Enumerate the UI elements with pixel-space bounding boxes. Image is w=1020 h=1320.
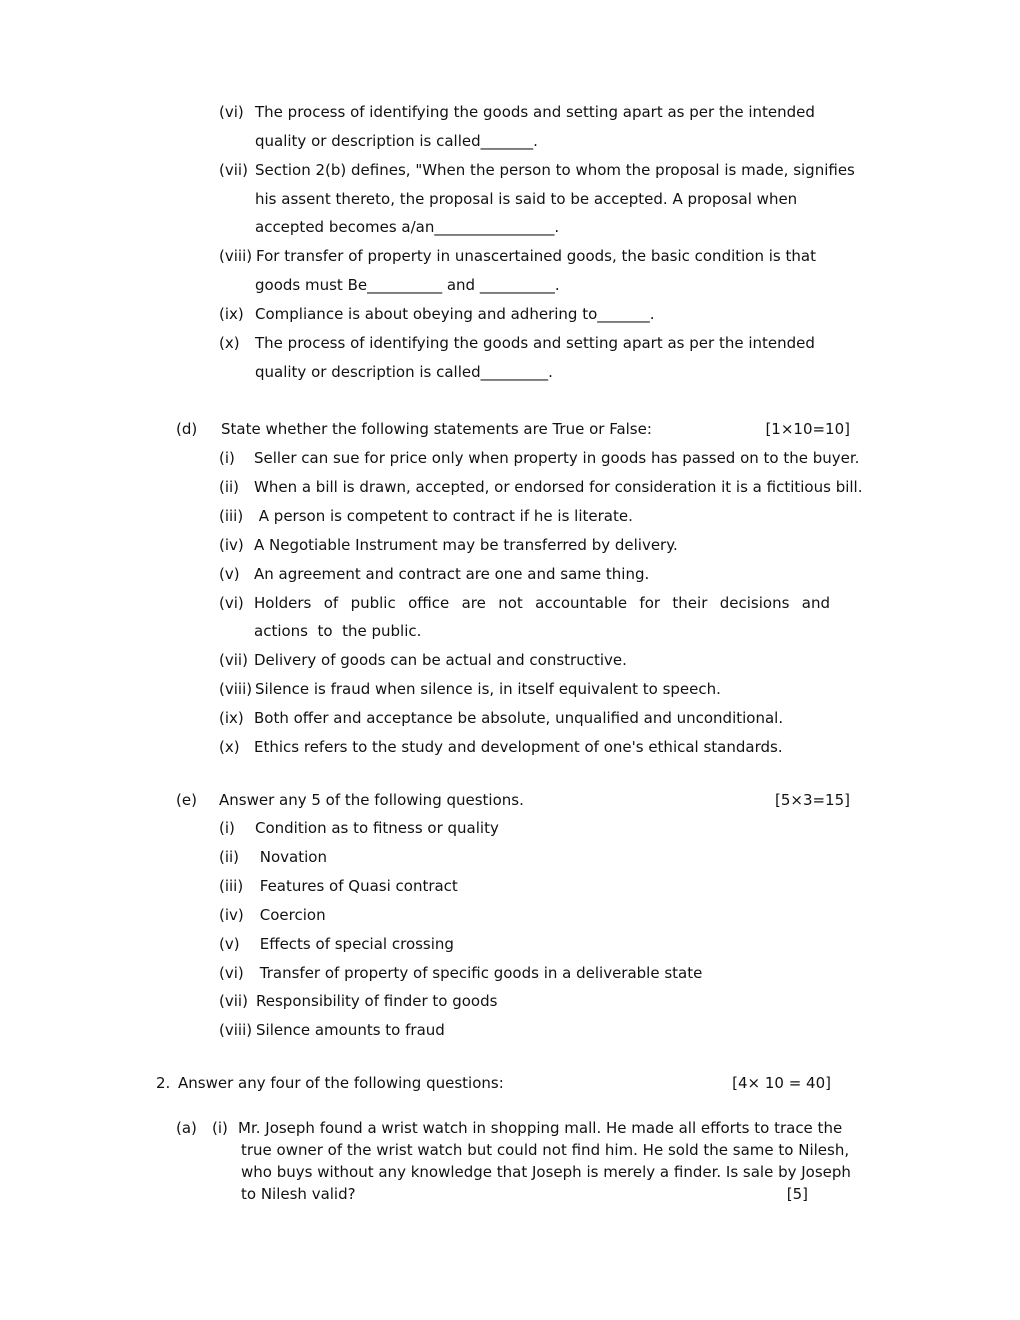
item-text: The process of identifying the goods and setting apart as per the intended bbox=[255, 103, 815, 121]
item-text: An agreement and contract are one and same thing. bbox=[254, 565, 650, 583]
item-number: (ix) bbox=[219, 709, 244, 727]
item-text: Section 2(b) defines, "When the person to whom the proposal is made, signifies bbox=[255, 161, 855, 179]
item-text: For transfer of property in unascertained goods, the basic condition is that bbox=[256, 247, 816, 265]
item-number: (iii) bbox=[219, 877, 244, 895]
item-text: A Negotiable Instrument may be transferred by delivery. bbox=[254, 536, 678, 554]
item-text: When a bill is drawn, accepted, or endorsed for consideration it is a fictitious bill. bbox=[254, 478, 863, 496]
item-number: (iii) bbox=[219, 507, 244, 525]
item-text: Novation bbox=[255, 848, 327, 866]
item-number: (ii) bbox=[219, 478, 240, 496]
item-number: (x) bbox=[219, 334, 240, 352]
question-number: 2. bbox=[156, 1074, 171, 1092]
item-number: (iv) bbox=[219, 536, 244, 554]
item-text: Silence is fraud when silence is, in itself equivalent to speech. bbox=[255, 680, 721, 698]
section-heading: Answer any 5 of the following questions. bbox=[219, 791, 524, 809]
section-marks: [1×10=10] bbox=[765, 420, 850, 438]
item-text: quality or description is called_______. bbox=[255, 132, 538, 150]
item-text: Delivery of goods can be actual and constructive. bbox=[254, 651, 627, 669]
question-heading: Answer any four of the following questions: bbox=[178, 1074, 504, 1092]
item-text: quality or description is called_________. bbox=[255, 363, 553, 381]
item-number: (i) bbox=[219, 819, 235, 837]
item-text: Features of Quasi contract bbox=[255, 877, 458, 895]
section-label: (d) bbox=[176, 420, 198, 438]
item-number: (vii) bbox=[219, 651, 248, 669]
item-number: (ix) bbox=[219, 305, 244, 323]
item-number: (v) bbox=[219, 935, 240, 953]
item-number: (ii) bbox=[219, 848, 240, 866]
subquestion-text: to Nilesh valid? bbox=[241, 1185, 356, 1203]
item-number: (vii) bbox=[219, 992, 248, 1010]
item-text: Effects of special crossing bbox=[255, 935, 454, 953]
item-text: Both offer and acceptance be absolute, unqualified and unconditional. bbox=[254, 709, 784, 727]
section-heading: State whether the following statements are True or False: bbox=[221, 420, 652, 438]
question-marks: [4× 10 = 40] bbox=[732, 1074, 831, 1092]
item-number: (viii) bbox=[219, 1021, 253, 1039]
item-text: Seller can sue for price only when property in goods has passed on to the buyer. bbox=[254, 449, 860, 467]
item-text: Silence amounts to fraud bbox=[256, 1021, 445, 1039]
item-text: The process of identifying the goods and setting apart as per the intended bbox=[255, 334, 815, 352]
item-text: Condition as to fitness or quality bbox=[255, 819, 499, 837]
subquestion-marks: [5] bbox=[786, 1185, 808, 1203]
item-number: (i) bbox=[219, 449, 235, 467]
item-number: (viii) bbox=[219, 680, 253, 698]
item-number: (vi) bbox=[219, 103, 244, 121]
item-number: (vi) bbox=[219, 964, 244, 982]
item-number: (x) bbox=[219, 738, 240, 756]
subquestion-text: who buys without any knowledge that Joseph is merely a finder. Is sale by Joseph bbox=[241, 1163, 851, 1181]
subquestion-text: Mr. Joseph found a wrist watch in shopping mall. He made all efforts to trace the bbox=[238, 1119, 843, 1137]
item-number: (v) bbox=[219, 565, 240, 583]
subquestion-part: (i) bbox=[212, 1119, 228, 1137]
item-text: Ethics refers to the study and development of one's ethical standards. bbox=[254, 738, 783, 756]
item-text: A person is competent to contract if he is literate. bbox=[254, 507, 633, 525]
subquestion-text: true owner of the wrist watch but could not find him. He sold the same to Nilesh, bbox=[241, 1141, 850, 1159]
item-text: goods must Be__________ and __________. bbox=[255, 276, 560, 294]
item-text: actions to the public. bbox=[254, 622, 422, 640]
item-text: Coercion bbox=[255, 906, 326, 924]
item-text: his assent thereto, the proposal is said to be accepted. A proposal when bbox=[255, 190, 798, 208]
item-text: Holders of public office are not accountable for their decisions and bbox=[254, 594, 830, 612]
section-label: (e) bbox=[176, 791, 197, 809]
item-number: (iv) bbox=[219, 906, 244, 924]
item-number: (vii) bbox=[219, 161, 248, 179]
item-number: (viii) bbox=[219, 247, 253, 265]
item-text: Compliance is about obeying and adhering to_______. bbox=[255, 305, 655, 323]
item-text: Responsibility of finder to goods bbox=[256, 992, 498, 1010]
item-text: Transfer of property of specific goods in a deliverable state bbox=[255, 964, 703, 982]
item-text: accepted becomes a/an________________. bbox=[255, 218, 560, 236]
section-marks: [5×3=15] bbox=[774, 791, 850, 809]
subquestion-label: (a) bbox=[176, 1119, 197, 1137]
item-number: (vi) bbox=[219, 594, 244, 612]
